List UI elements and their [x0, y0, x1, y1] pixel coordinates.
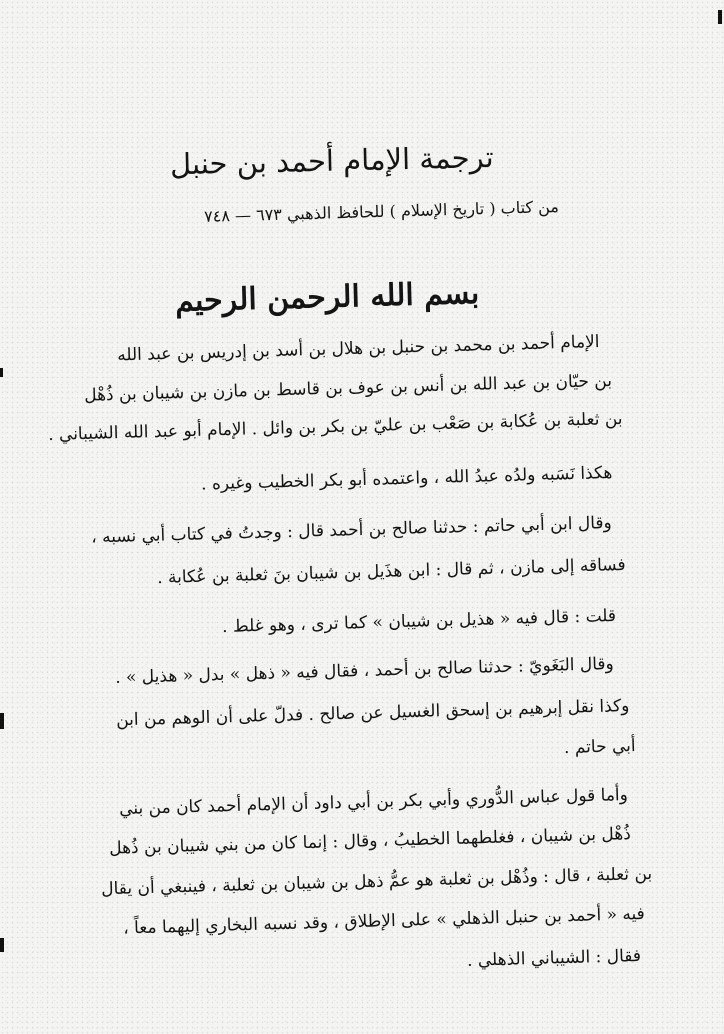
- text-line-4: هكذا نَسَبه ولدُه عبدُ الله ، واعتمده أبو بكر الخطيب وغيره .: [200, 463, 613, 495]
- text-line-10: أبي حاتم .: [564, 736, 637, 758]
- basmala: بسم الله الرحمن الرحيم: [174, 276, 480, 319]
- page-title: ترجمة الإمام أحمد بن حنبل: [170, 140, 495, 182]
- text-line-2: بن حيّان بن عبد الله بن أنس بن عوف بن قاسط بن مازن بن شيبان بن ذُهْل: [84, 371, 613, 406]
- scan-edge-mark-top-right: [718, 10, 722, 24]
- text-line-3: بن ثعلبة بن عُكابة بن صَعْب بن عليّ بن بكر بن وائل . الإمام أبو عبد الله الشيباني .: [47, 409, 623, 446]
- text-line-9: وكذا نقل إبرهيم بن إسحق الغسيل عن صالح . فدلّ على أن الوهم من ابن: [115, 696, 630, 731]
- text-line-6: فساقه إلى مازن ، ثم قال : ابن هذَيل بن شيبان بنَ ثعلبة بن عُكابة .: [157, 555, 627, 589]
- text-line-5: وقال ابن أبي حاتم : حدثنا صالح بن أحمد قال : وجدتُ في كتاب أبي نسبه ،: [91, 513, 613, 548]
- text-line-7: قلت : قال فيه « هذيل بن شيبان » كما ترى ، وهو غلط .: [221, 606, 617, 637]
- scan-edge-mark-left-3: [0, 938, 4, 952]
- text-line-1: الإمام أحمد بن محمد بن حنبل بن هلال بن أسد بن إدريس بن عبد الله: [116, 332, 600, 366]
- text-line-11: وأما قول عباس الدُّوري وأبي بكر بن أبي داود أن الإمام أحمد كان من بني: [119, 785, 629, 820]
- text-line-13: بن ثعلبة ، قال : وذُهْل بن ثعلبة هو عمُّ ذهل بن شيبان بن ثعلبة ، فينبغي أن يقال: [100, 864, 653, 900]
- text-line-14: فيه « أحمد بن حنبل الذهلي » على الإطلاق ، وقد نسبه البخاري إليهما معاً ،: [123, 904, 646, 939]
- scan-edge-mark-left-2: [0, 713, 4, 729]
- scan-edge-mark-left-1: [0, 368, 3, 377]
- text-line-12: ذُهْل بن شيبان ، فغلطهما الخطيبُ ، وقال : إنما كان من بني شيبان بن ذُهل: [109, 824, 632, 859]
- page-subtitle: من كتاب ( تاريخ الإسلام ) للحافظ الذهبي ٦٧٣ — ٧٤٨: [204, 197, 560, 226]
- text-line-15: فقال : الشيباني الذهلي .: [466, 946, 642, 971]
- text-line-8: وقال البَغَويّ : حدثنا صالح بن أحمد ، فقال فيه « ذهل » بدل « هذيل » .: [115, 654, 615, 688]
